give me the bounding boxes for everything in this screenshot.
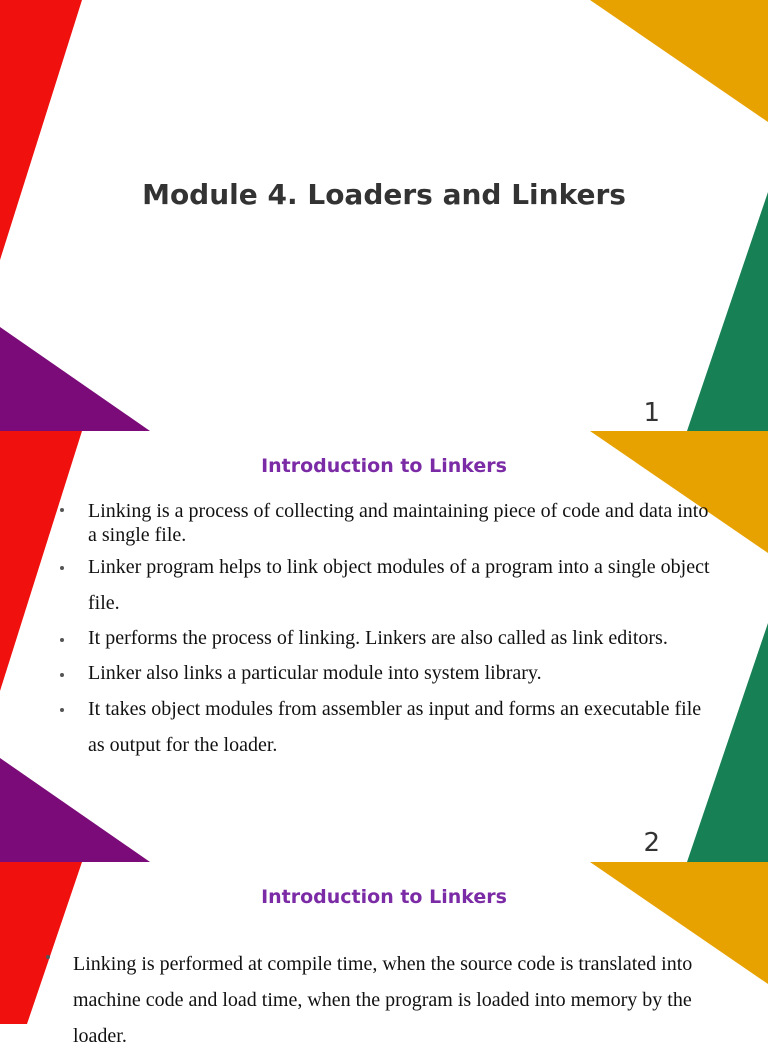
bullet-text: Linker also links a particular module into system library. bbox=[88, 662, 542, 684]
bullet-icon bbox=[60, 566, 64, 570]
bullet-text: Linking is a process of collecting and maintaining piece of code and data into a single file. bbox=[88, 500, 709, 546]
bullet-icon bbox=[46, 955, 50, 959]
slide-number: 2 bbox=[643, 828, 660, 858]
slide-number: 1 bbox=[643, 398, 660, 428]
bullet-list bbox=[46, 946, 726, 1054]
slide-1 bbox=[0, 0, 768, 431]
slide-3 bbox=[0, 862, 768, 1047]
slide-2 bbox=[0, 431, 768, 862]
list-item bbox=[60, 691, 720, 763]
red-shape bbox=[0, 0, 82, 260]
bullet-icon bbox=[60, 708, 64, 712]
purple-shape bbox=[0, 327, 150, 431]
green-shape bbox=[687, 192, 768, 431]
bullet-text: It takes object modules from assembler as input and forms an executable file as output for the loader. bbox=[88, 698, 702, 756]
bullet-text: It performs the process of linking. Linkers are also called as link editors. bbox=[88, 627, 668, 649]
slide-heading: Introduction to Linkers bbox=[261, 886, 507, 908]
list-item bbox=[60, 621, 720, 656]
bullet-text: Linker program helps to link object modules of a program into a single object file. bbox=[88, 556, 710, 614]
slide-title: Module 4. Loaders and Linkers bbox=[142, 178, 626, 211]
purple-shape bbox=[0, 758, 150, 862]
list-item bbox=[60, 499, 720, 547]
bullet-list bbox=[60, 499, 720, 763]
bullet-icon bbox=[60, 638, 64, 642]
list-item bbox=[60, 549, 720, 621]
bullet-text: Linking is performed at compile time, when the source code is translated into machine code and load time, when the program is loaded into memory by the loader. bbox=[73, 953, 693, 1047]
list-item bbox=[60, 656, 720, 691]
gold-shape bbox=[590, 0, 768, 122]
bullet-icon bbox=[60, 673, 64, 677]
bullet-icon bbox=[60, 508, 64, 512]
list-item bbox=[46, 946, 726, 1054]
slide-heading: Introduction to Linkers bbox=[261, 455, 507, 477]
slide-background bbox=[0, 0, 768, 431]
